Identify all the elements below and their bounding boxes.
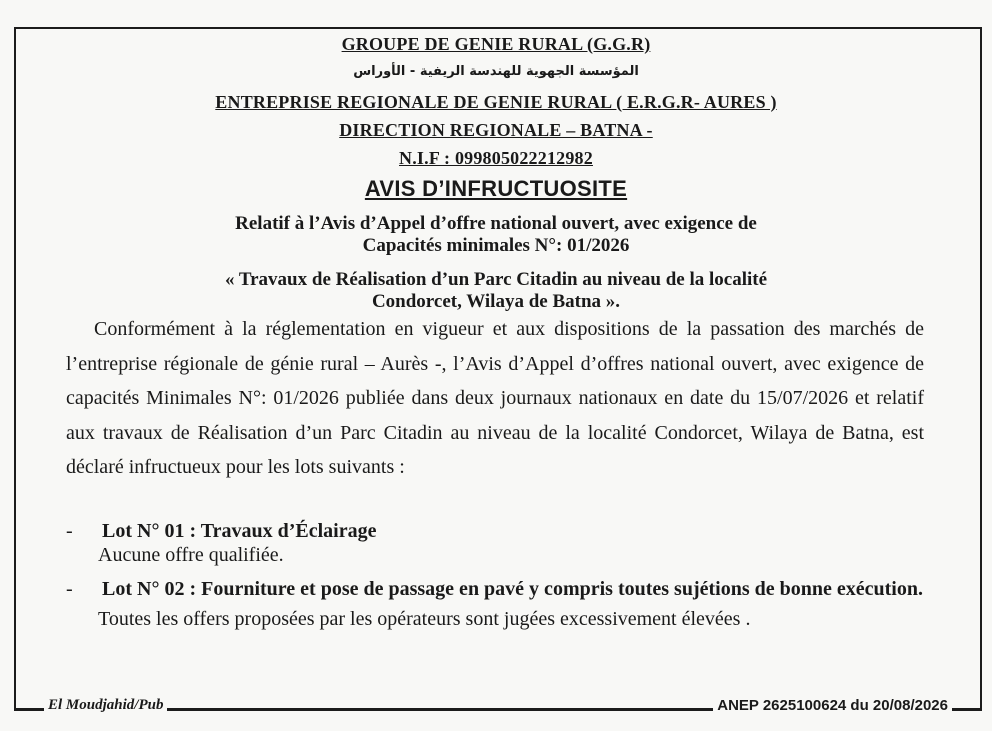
notice-title: AVIS D’INFRUCTUOSITE (364, 176, 628, 201)
nif-number: N.I.F : 099805022212982 (399, 148, 593, 168)
lot-item (66, 520, 924, 568)
lot-title: Lot N° 01 : Travaux d’Éclairage (102, 520, 377, 542)
lot-item (66, 578, 924, 632)
anep-reference: ANEP 2625100624 du 20/08/2026 (713, 697, 952, 714)
notice-body: Conformément à la réglementation en vigueur et aux dispositions de la passation des marchés de l’entreprise régionale de génie rural – Aurès -, l’Avis d’Appel d’offres national ouvert, avec exigence de capacités Minimales N°: 01/2026 publiée dans deux journaux nationaux en date du 15/07/2026 et relatif aux travaux de Réalisation d’un Parc Citadin au niveau de la localité Condorcet, Wilaya de Batna, est déclaré infructueux pour les lots suivants : (66, 318, 924, 478)
direction-name: DIRECTION REGIONALE – BATNA - (339, 120, 653, 140)
lot-dash: - (66, 520, 73, 542)
enterprise-name: ENTREPRISE REGIONALE DE GENIE RURAL ( E.R.G.R- AURES ) (215, 92, 777, 112)
lot-dash: - (66, 578, 73, 600)
publication-source: El Moudjahid/Pub (44, 697, 167, 714)
notice-footer (14, 697, 982, 719)
project-line-2: Condorcet, Wilaya de Batna ». (371, 291, 621, 312)
lot-title: Lot N° 02 : Fourniture et pose de passage en pavé y compris toutes sujétions de bonne exécution. (102, 578, 923, 600)
lot-note: Aucune offre qualifiée. (98, 544, 284, 566)
relatif-line-2: Capacités minimales N°: 01/2026 (362, 235, 630, 256)
arabic-header: المؤسسة الجهوية للهندسة الريفية - الأوراس (353, 64, 639, 79)
group-name: GROUPE DE GENIE RURAL (G.G.R) (341, 34, 651, 54)
relatif-line-1: Relatif à l’Avis d’Appel d’offre national ouvert, avec exigence de (235, 213, 757, 234)
lot-note: Toutes les offers proposées par les opérateurs sont jugées excessivement élevées . (98, 608, 751, 630)
project-line-1: « Travaux de Réalisation d’un Parc Citadin au niveau de la localité (224, 269, 768, 290)
